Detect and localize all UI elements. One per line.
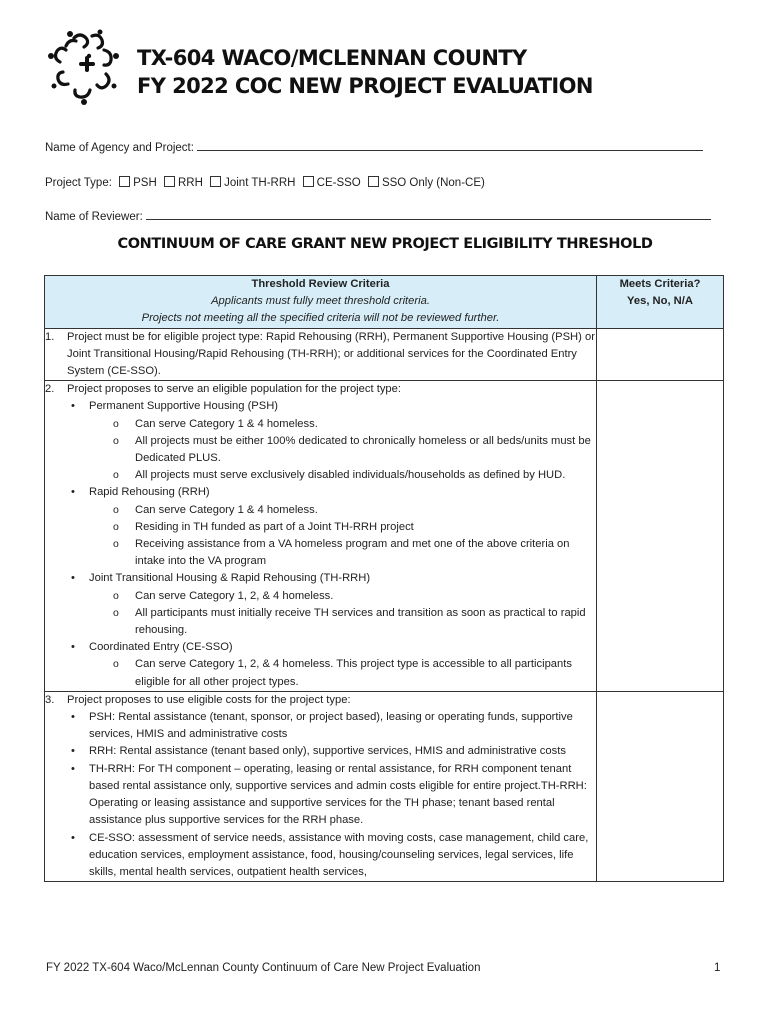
heading-line-2: FY 2022 COC NEW PROJECT EVALUATION: [137, 74, 593, 98]
joint-th-rrh-option-label: Joint TH-RRH: [224, 177, 296, 189]
joint-th-rrh-checkbox[interactable]: [210, 176, 221, 187]
reviewer-input-line[interactable]: [146, 209, 711, 220]
bullet-text: Joint Transitional Housing & Rapid Rehousing (TH-RRH): [89, 572, 371, 585]
list-item: o All projects must be either 100% dedicated to chronically homeless or all beds/units must be Dedicated PLUS.: [113, 433, 596, 467]
page-number: 1: [714, 962, 721, 974]
project-type-field: [45, 176, 485, 189]
list-item: o All projects must serve exclusively disabled individuals/households as defined by HUD.: [113, 467, 596, 484]
agency-label: Name of Agency and Project:: [45, 142, 194, 154]
list-item: • PSH: Rental assistance (tenant, sponsor, or project based), leasing or operating funds, supportive services, HMIS and administrative costs: [67, 709, 596, 743]
document-heading: [137, 44, 593, 100]
table-header-row: [45, 276, 724, 329]
list-item: [67, 570, 596, 639]
list-item: [67, 484, 596, 570]
reviewer-field: [45, 209, 711, 223]
sso-only-checkbox[interactable]: [368, 176, 379, 187]
bullet-text: Permanent Supportive Housing (PSH): [89, 400, 279, 413]
row-number: 2.: [45, 383, 55, 396]
rrh-checkbox[interactable]: [164, 176, 175, 187]
list-item: • CE-SSO: assessment of service needs, assistance with moving costs, case management, child care, education services, employment assistance, food, housing/counseling services, legal services, life skills, mental health services, outpatient health services,: [67, 830, 596, 882]
list-item: o Can serve Category 1, 2, & 4 homeless.: [113, 588, 596, 605]
footer-text: FY 2022 TX-604 Waco/McLennan County Continuum of Care New Project Evaluation: [46, 962, 481, 974]
list-item: [67, 639, 596, 691]
meets-criteria-cell-1[interactable]: [597, 328, 724, 381]
project-type-label: Project Type:: [45, 177, 112, 189]
table-row: [45, 691, 724, 881]
list-item: • TH-RRH: For TH component – operating, leasing or rental assistance, for RRH component tenant based rental assistance only, supportive services and admin costs eligible for entire project.TH-RRH: Operating or leasing assistance and supportive services for the TH phase; tenant based rental assistance plus supportive services for the RRH phase.: [67, 761, 596, 830]
meets-header-title: Meets Criteria?: [619, 278, 701, 290]
list-item: o Can serve Category 1 & 4 homeless.: [113, 502, 596, 519]
ce-sso-checkbox[interactable]: [303, 176, 314, 187]
ce-sso-option-label: CE-SSO: [316, 177, 361, 189]
list-item: o Can serve Category 1, 2, & 4 homeless. This project type is accessible to all participants eligible for all other project types.: [113, 656, 596, 690]
row-text: Project proposes to use eligible costs for the project type:: [67, 693, 351, 706]
threshold-table: [44, 275, 724, 882]
coc-logo-icon: [44, 26, 128, 110]
row-number: 1.: [45, 330, 55, 343]
list-item: [67, 398, 596, 484]
eligible-costs-list: [45, 709, 596, 881]
criteria-header-cell: [45, 276, 597, 329]
meets-criteria-header-cell: [597, 276, 724, 329]
table-row: [45, 381, 724, 692]
criteria-cell-2: [45, 381, 597, 692]
rrh-option-label: RRH: [177, 177, 203, 189]
meets-criteria-cell-3[interactable]: [597, 691, 724, 881]
psh-checkbox[interactable]: [119, 176, 130, 187]
list-item: • RRH: Rental assistance (tenant based only), supportive services, HMIS and administrative costs: [67, 743, 596, 760]
agency-input-line[interactable]: [197, 140, 703, 151]
meets-header-options: Yes, No, N/A: [627, 295, 693, 308]
reviewer-label: Name of Reviewer:: [45, 211, 143, 223]
criteria-cell-3: [45, 691, 597, 881]
agency-field: [45, 140, 703, 154]
row-text: Project must be for eligible project type: Rapid Rehousing (RRH), Permanent Supportive Housing (PSH) or Joint Transitional Housing/Rapid Rehousing (TH-RRH); or additional services for the Coordinated Entry System (CE-SSO).: [67, 330, 595, 378]
bullet-text: Coordinated Entry (CE-SSO): [89, 641, 233, 654]
bullet-text: Rapid Rehousing (RRH): [89, 486, 210, 499]
heading-line-1: TX-604 WACO/MCLENNAN COUNTY: [137, 46, 527, 70]
meets-criteria-cell-2[interactable]: [597, 381, 724, 692]
list-item: o Can serve Category 1 & 4 homeless.: [113, 416, 596, 433]
population-list: [45, 398, 596, 690]
list-item: o All participants must initially receive TH services and transition as soon as practical to rapid rehousing.: [113, 605, 596, 639]
section-title: CONTINUUM OF CARE GRANT NEW PROJECT ELIGIBILITY THRESHOLD: [117, 236, 653, 252]
row-number: 3.: [45, 693, 55, 706]
sso-only-option-label: SSO Only (Non-CE): [381, 177, 485, 189]
criteria-header-title: Threshold Review Criteria: [251, 278, 390, 290]
list-item: o Residing in TH funded as part of a Joint TH-RRH project: [113, 519, 596, 536]
list-item: o Receiving assistance from a VA homeless program and met one of the above criteria on intake into the VA program: [113, 536, 596, 570]
row-text: Project proposes to serve an eligible population for the project type:: [67, 383, 401, 396]
psh-option-label: PSH: [133, 177, 157, 189]
criteria-cell-1: [45, 328, 597, 381]
criteria-header-note-1: Applicants must fully meet threshold criteria.: [211, 295, 430, 308]
criteria-header-note-2: Projects not meeting all the specified criteria will not be reviewed further.: [141, 312, 500, 325]
table-row: [45, 328, 724, 381]
